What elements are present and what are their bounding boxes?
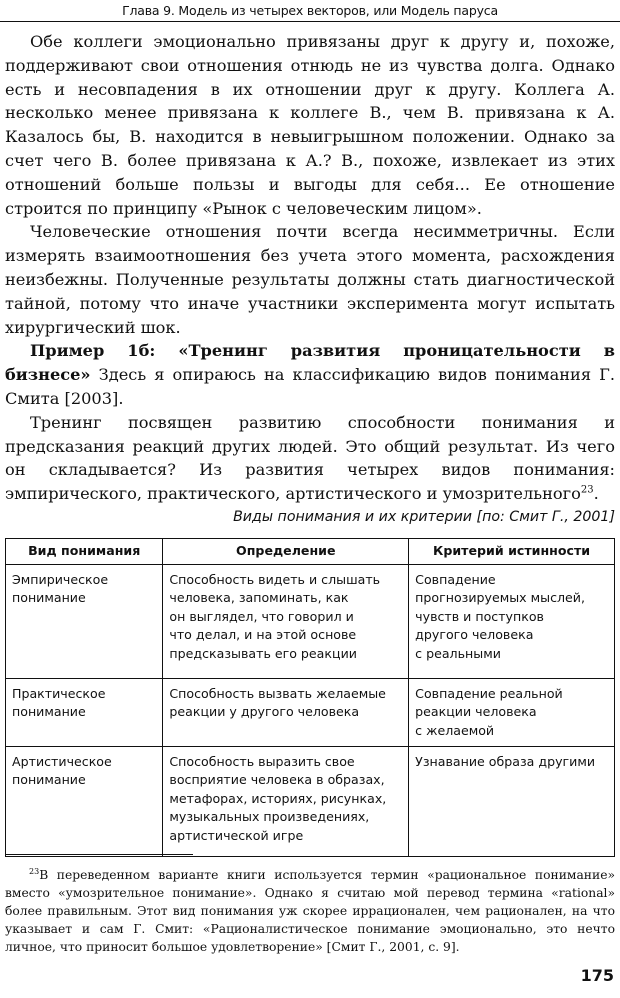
cell-line: понимание: [12, 704, 86, 720]
cell-line: человека, запоминать, как: [169, 590, 349, 606]
cell-line: он выглядел, что говорил и: [169, 608, 354, 624]
paragraph-2: Человеческие отношения почти всегда несимметричны. Если измерять взаимоотношения без учета этого момента, расхождения неизбежны. Полученные результаты должны стать диагностической тайной, потому что иначе участники эксперимента могут испытать хирургический шок.: [5, 222, 615, 337]
cell-line: с желаемой: [415, 722, 495, 738]
cell-line: с реальными: [415, 645, 501, 661]
understanding-types-table: [5, 538, 615, 857]
cell-definition: [163, 679, 409, 747]
cell-line: что делал, и на этой основе: [169, 627, 357, 643]
footnote-text: В переведенном варианте книги используется термин «рациональное понимание» вместо «умозрительное понимание». Однако я считаю мой перевод термина «rational» более правильным. Этот вид понимания уж скорее иррационален, чем рационален, на что указывает и сам Г. Смит: «Рационалистическое понимание эмоционально, это нечто личное, что приносит большое удовлетворение» [Смит Г., 2001, с. 9].: [5, 868, 615, 954]
footnote-divider: [5, 854, 193, 855]
cell-line: музыкальных произведениях,: [169, 809, 370, 825]
cell-line: реакции человека: [415, 704, 537, 720]
cell-criterion: [409, 679, 615, 747]
cell-criterion: [409, 565, 615, 679]
cell-line: Эмпирическое: [12, 572, 109, 587]
cell-criterion: [409, 747, 615, 857]
table-row: [6, 679, 615, 747]
cell-line: Способность выразить свое: [169, 754, 355, 769]
cell-definition: [163, 565, 409, 679]
cell-type: [6, 747, 163, 857]
cell-line: Способность вызвать желаемые: [169, 686, 386, 701]
cell-line: понимание: [12, 772, 86, 788]
cell-type: [6, 565, 163, 679]
table-header-row: [6, 539, 615, 565]
cell-line: Узнавание образа другими: [415, 754, 596, 769]
table-caption: Виды понимания и их критерии [по: Смит Г., 2001]: [233, 509, 615, 525]
cell-line: Артистическое: [12, 754, 112, 769]
footnote-number: 23: [29, 866, 40, 876]
cell-line: Практическое: [12, 686, 106, 701]
paragraph-3: [5, 339, 615, 410]
column-header-definition: Определение: [163, 539, 409, 565]
column-header-criterion: Критерий истинности: [409, 539, 615, 565]
cell-line: другого человека: [415, 627, 534, 643]
cell-line: чувств и поступков: [415, 608, 544, 624]
footnote-reference: 23: [580, 484, 594, 496]
footnote: [5, 866, 615, 956]
table-row: [6, 747, 615, 857]
cell-line: Способность видеть и слышать: [169, 572, 381, 587]
cell-line: предсказывать его реакции: [169, 645, 357, 661]
example-heading: Пример 1б: «Тренинг развития проницательности в бизнесе»: [5, 341, 615, 385]
running-header: Глава 9. Модель из четырех векторов, или Модель паруса: [0, 0, 620, 22]
cell-line: восприятие человека в образах,: [169, 772, 385, 788]
cell-line: Совпадение реальной: [415, 686, 563, 701]
paragraph-4-text: Тренинг посвящен развитию способности понимания и предсказания реакций других людей. Это общий результат. Из чего он складывается? Из развития четырех видов понимания: эмпирического, практического, артистического и умозрительного: [5, 412, 615, 504]
cell-line: прогнозируемых мыслей,: [415, 590, 585, 606]
cell-line: понимание: [12, 590, 86, 606]
page-number: 175: [580, 966, 614, 985]
paragraph-1: Обе коллеги эмоционально привязаны друг к другу и, похоже, поддерживают свои отношения отнюдь не из чувства долга. Однако есть и несовпадения в их отношении друг к другу. Коллега А. несколько менее привязана к коллеге В., чем В. привязана к А. Казалось бы, В. находится в невыигрышном положении. Однако за счет чего В. более привязана к А.? В., похоже, извлекает из этих отношений больше пользы и выгоды для себя... Ее отношение строится по принципу «Рынок с человеческим лицом».: [5, 32, 615, 218]
paragraph-4-end: .: [593, 484, 599, 504]
cell-type: [6, 679, 163, 747]
cell-definition: [163, 747, 409, 857]
cell-line: Совпадение: [415, 572, 496, 587]
body-text: [5, 30, 615, 506]
paragraph-4: [5, 411, 615, 506]
cell-line: метафорах, историях, рисунках,: [169, 790, 387, 806]
cell-line: артистической игре: [169, 827, 304, 843]
example-intro: Здесь я опираюсь на классификацию видов понимания Г. Смита [2003].: [5, 365, 615, 408]
column-header-type: Вид понимания: [6, 539, 163, 565]
table-row: [6, 565, 615, 679]
cell-line: реакции у другого человека: [169, 704, 360, 720]
